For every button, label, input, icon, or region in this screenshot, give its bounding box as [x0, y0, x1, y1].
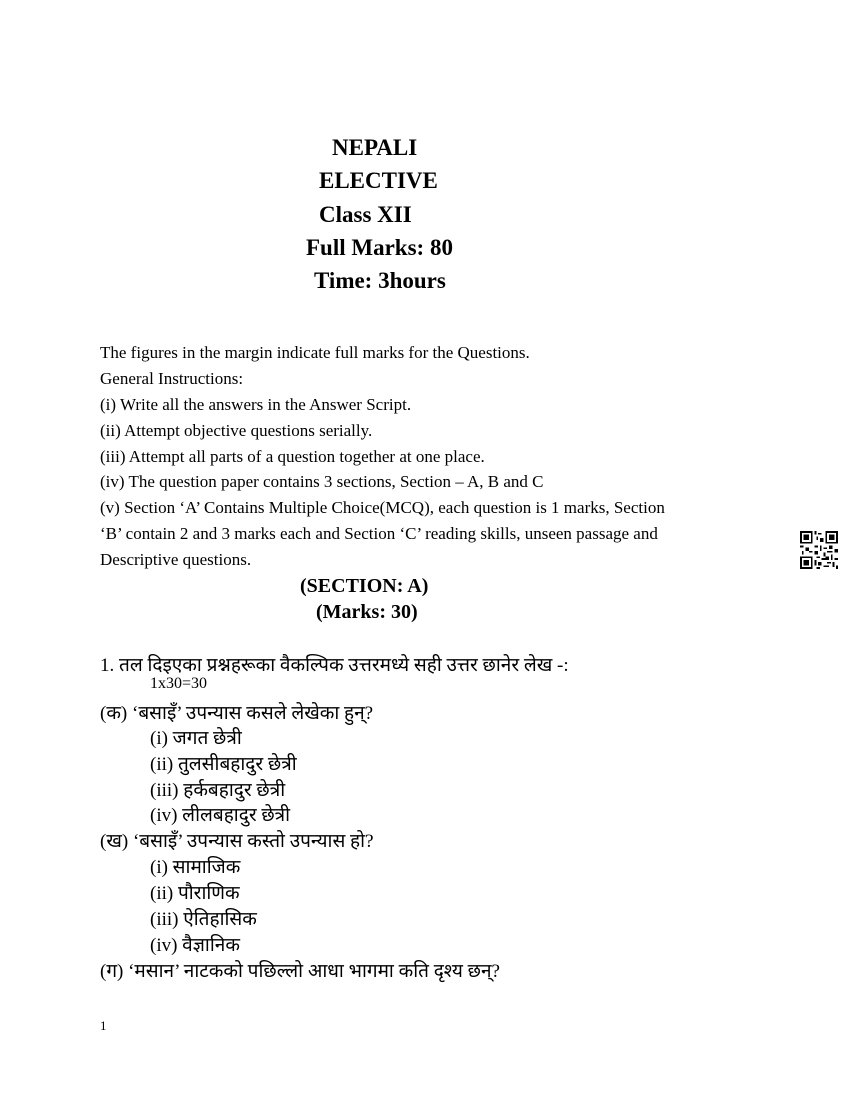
class-label: Class XII	[319, 202, 412, 227]
time-allowed: Time: 3hours	[314, 268, 446, 293]
question-1-text: 1. तल दिइएका प्रश्नहरूका वैकल्पिक उत्तरमध्ये सही उत्तर छानेर लेख -:	[100, 655, 569, 676]
question-kha-text: (ख) ‘बसाइँ’ उपन्यास कस्तो उपन्यास हो?	[100, 831, 374, 852]
instruction-line: The figures in the margin indicate full marks for the Questions.	[100, 343, 530, 362]
question-1-marks: 1x30=30	[150, 675, 208, 692]
instruction-line: (iii) Attempt all parts of a question together at one place.	[100, 447, 485, 466]
instruction-line: (ii) Attempt objective questions serially.	[100, 421, 373, 440]
section-marks: (Marks: 30)	[316, 601, 418, 623]
section-title: (SECTION: A)	[300, 575, 429, 597]
instruction-line: (iv) The question paper contains 3 sections, Section – A, B and C	[100, 472, 544, 491]
question-ka-option: (ii) तुलसीबहादुर छेत्री	[150, 754, 297, 775]
subject-title: NEPALI	[332, 135, 418, 160]
question-kha-option: (i) सामाजिक	[150, 857, 241, 878]
full-marks: Full Marks: 80	[306, 235, 453, 260]
question-kha-option: (ii) पौराणिक	[150, 883, 240, 904]
question-kha-option: (iv) वैज्ञानिक	[150, 935, 240, 956]
question-ka-option: (i) जगत छेत्री	[150, 728, 242, 749]
instruction-line: (v) Section ‘A’ Contains Multiple Choice(MCQ), each question is 1 marks, Section	[100, 498, 665, 517]
question-ka-option: (iii) हर्कबहादुर छेत्री	[150, 780, 286, 801]
question-ka-option: (iv) लीलबहादुर छेत्री	[150, 805, 291, 826]
question-ga-text: (ग) ‘मसान’ नाटकको पछिल्लो आधा भागमा कति दृश्य छन्?	[100, 961, 500, 982]
instruction-line: (i) Write all the answers in the Answer Script.	[100, 395, 412, 414]
question-kha-option: (iii) ऐतिहासिक	[150, 909, 257, 930]
page-number: 1	[100, 1018, 107, 1033]
instruction-line: General Instructions:	[100, 369, 244, 388]
question-ka-text: (क) ‘बसाइँ’ उपन्यास कसले लेखेका हुन्?	[100, 703, 374, 724]
qr-code-icon	[800, 530, 838, 570]
instruction-line: Descriptive questions.	[100, 550, 252, 569]
instruction-line: ‘B’ contain 2 and 3 marks each and Section ‘C’ reading skills, unseen passage and	[100, 524, 658, 543]
paper-type: ELECTIVE	[319, 168, 438, 193]
